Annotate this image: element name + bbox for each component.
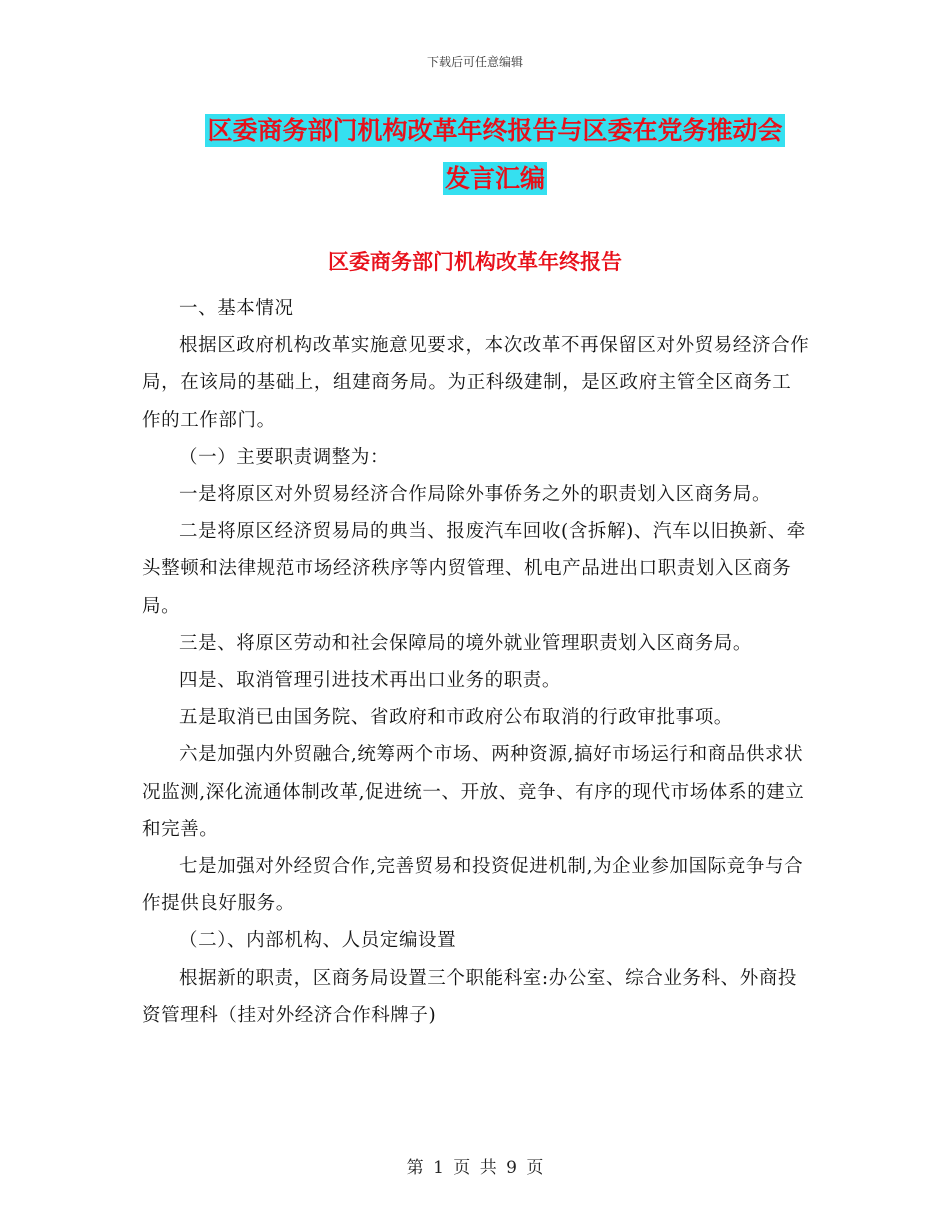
paragraph: 三是、将原区劳动和社会保障局的境外就业管理职责划入区商务局。 <box>179 632 753 654</box>
paragraph: （一）主要职责调整为： <box>179 446 390 468</box>
paragraph: 根据新的职责，区商务局设置三个职能科室:办公室、综合业务科、外商投资管理科（挂对外经济合作科牌子) <box>142 967 798 1026</box>
section-title: 区委商务部门机构改革年终报告 <box>328 250 622 274</box>
paragraph: 根据区政府机构改革实施意见要求，本次改革不再保留区对外贸易经济合作局，在该局的基础上，组建商务局。为正科级建制，是区政府主管全区商务工作的工作部门。 <box>142 335 810 431</box>
paragraph: 五是取消已由国务院、省政府和市政府公布取消的行政审批事项。 <box>179 707 733 729</box>
title-line-2: 发言汇编 <box>444 164 545 193</box>
header-note: 下载后可任意编辑 <box>426 55 523 69</box>
document-title <box>140 107 850 203</box>
paragraph: （二）、内部机构、人员定编设置 <box>179 930 457 952</box>
paragraph: 一是将原区对外贸易经济合作局除外事侨务之外的职责划入区商务局。 <box>179 484 772 506</box>
page-footer: 第 1 页 共 9 页 <box>406 1158 544 1178</box>
document-body <box>142 290 810 1034</box>
title-line-1: 区委商务部门机构改革年终报告与区委在党务推动会 <box>207 116 783 145</box>
paragraph: 六是加强内外贸融合,统筹两个市场、两种资源,搞好市场运行和商品供求状况监测,深化流通体制改革,促进统一、开放、竞争、有序的现代市场体系的建立和完善。 <box>142 744 805 840</box>
paragraph: 一、基本情况 <box>179 298 294 319</box>
paragraph: 四是、取消管理引进技术再出口业务的职责。 <box>179 670 562 692</box>
paragraph: 七是加强对外经贸合作,完善贸易和投资促进机制,为企业参加国际竞争与合作提供良好服务。 <box>142 856 804 915</box>
paragraph: 二是将原区经济贸易局的典当、报废汽车回收(含拆解)、汽车以旧换新、牵头整顿和法律规范市场经济秩序等内贸管理、机电产品进出口职责划入区商务局。 <box>142 521 806 617</box>
